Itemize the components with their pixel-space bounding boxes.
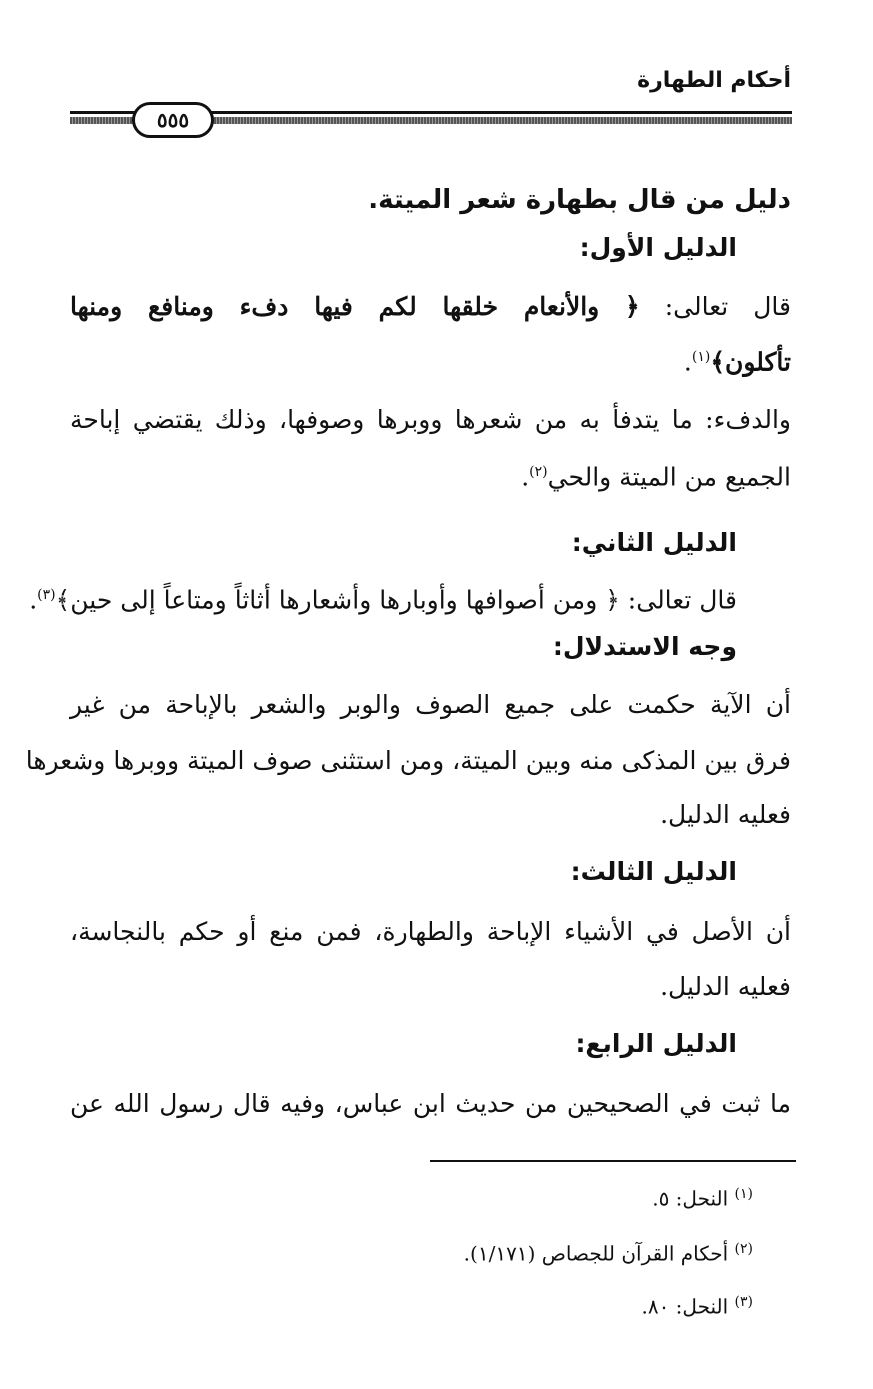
footnote-3 <box>641 1288 753 1321</box>
footnote-number: (٢) <box>734 1241 753 1257</box>
first-explanation-line-1: والدفء: ما يتدفأ به من شعرها ووبرها وصوفها، وذلك يقتضي إباحة <box>70 405 791 434</box>
section-title: دليل من قال بطهارة شعر الميتة. <box>368 185 791 215</box>
footnote-ref-2: (٢) <box>529 464 548 480</box>
inference-line-2: فرق بين المذكى منه وبين الميتة، ومن استثنى صوف الميتة ووبرها وشعرها <box>25 746 791 775</box>
footnote-number: (٣) <box>734 1294 753 1310</box>
quran-verse-end: تأكلون﴾ <box>710 347 791 377</box>
first-evidence-line-1 <box>70 290 791 324</box>
inference-line-1: أن الآية حكمت على جميع الصوف والوبر والشعر بالإباحة من غير <box>70 690 791 719</box>
footnote-separator <box>430 1160 796 1162</box>
heading-third-evidence: الدليل الثالث: <box>570 857 737 886</box>
second-evidence-verse <box>29 578 737 617</box>
first-evidence-line-2 <box>684 340 791 379</box>
footnote-ref-1: (١) <box>691 349 711 365</box>
footnote-text: أحكام القرآن للجصاص (١/١٧١). <box>463 1241 729 1266</box>
heading-first-evidence: الدليل الأول: <box>579 233 737 262</box>
footnote-number: (١) <box>734 1186 753 1202</box>
first-explanation-line-2 <box>521 455 791 494</box>
quran-verse: قال تعالى: ﴿ ومن أصوافها وأوبارها وأشعارها أثاثاً ومتاعاً إلى حين﴾ <box>55 585 737 615</box>
footnote-text: النحل: ٥. <box>652 1186 729 1211</box>
page-number: ٥٥٥ <box>132 102 214 138</box>
quote-intro: قال تعالى: <box>639 292 791 321</box>
period: . <box>521 462 530 492</box>
footnote-2 <box>464 1235 753 1268</box>
footnote-ref-3: (٣) <box>37 587 56 603</box>
inference-line-3: فعليه الدليل. <box>660 800 791 829</box>
fourth-evidence-line-1: ما ثبت في الصحيحين من حديث ابن عباس، وفيه قال رسول الله عن <box>70 1089 791 1118</box>
third-evidence-line-2: فعليه الدليل. <box>660 972 791 1001</box>
explanation-text: الجميع من الميتة والحي <box>547 462 791 492</box>
footnote-text: النحل: ٨٠. <box>641 1294 729 1319</box>
period: . <box>683 347 692 377</box>
heading-inference: وجه الاستدلال: <box>552 632 737 661</box>
period: . <box>29 585 38 615</box>
third-evidence-line-1: أن الأصل في الأشياء الإباحة والطهارة، فمن منع أو حكم بالنجاسة، <box>70 917 791 946</box>
running-title: أحكام الطهارة <box>637 68 791 93</box>
quran-verse: ﴿ والأنعام خلقها لكم فيها دفء ومنافع ومنها <box>70 292 640 321</box>
heading-fourth-evidence: الدليل الرابع: <box>575 1029 737 1058</box>
footnote-1 <box>652 1180 753 1213</box>
heading-second-evidence: الدليل الثاني: <box>571 528 737 557</box>
